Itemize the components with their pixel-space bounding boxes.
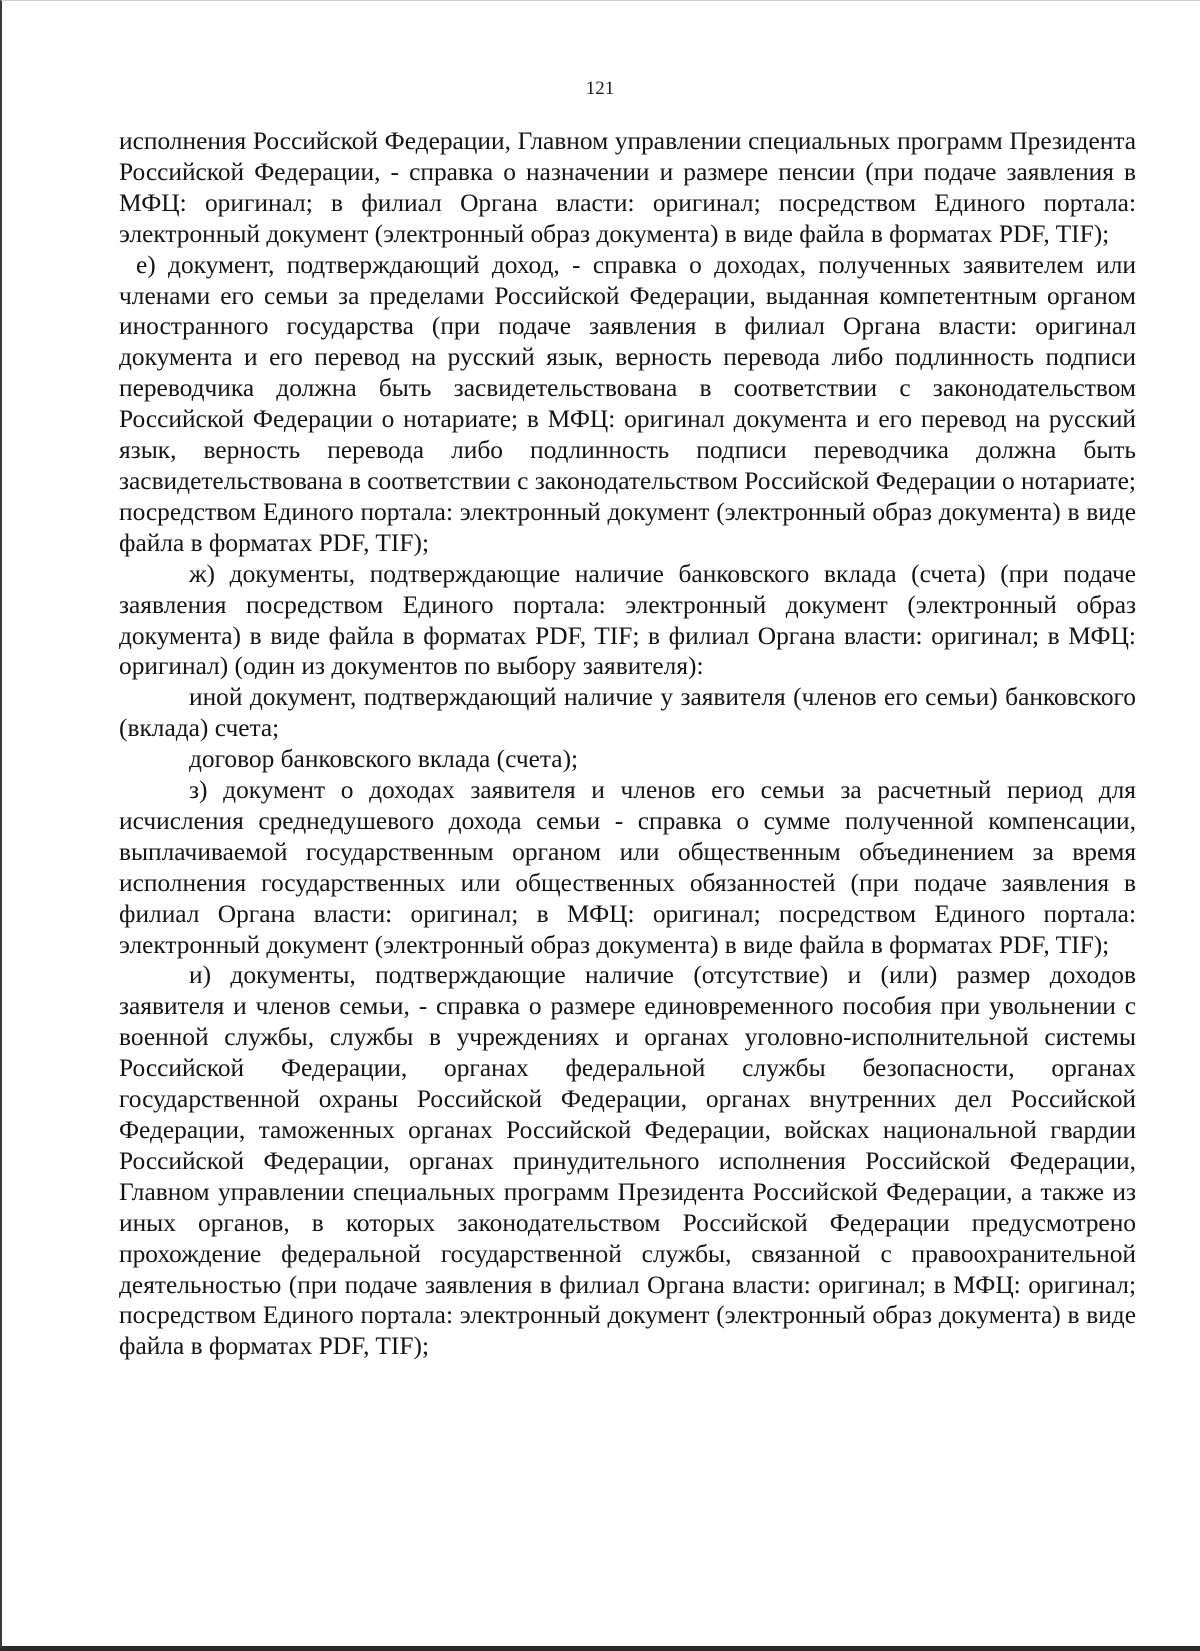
paragraph-item-zh: ж) документы, подтверждающие наличие банковского вклада (счета) (при подаче заявления посредством Единого портала: электронный документ (электронный образ документа) в виде файла в форматах PDF, TIF; в филиал Органа власти: оригинал; в МФЦ: оригинал) (один из документов по выбору заявителя):: [119, 559, 1136, 681]
page-number: 121: [585, 78, 615, 99]
document-body: [119, 126, 1136, 1362]
paragraph-item-i: и) документы, подтверждающие наличие (отсутствие) и (или) размер доходов заявителя и членов семьи, - справка о размере единовременного пособия при увольнении с военной службы, службы в учреждениях и органах уголовно-исполнительной системы Российской Федерации, органах федеральной службы безопасности, органах государственной охраны Российской Федерации, органах внутренних дел Российской Федерации, таможенных органах Российской Федерации, войсках национальной гвардии Российской Федерации, органах принудительного исполнения Российской Федерации, Главном управлении специальных программ Президента Российской Федерации, а также из иных органов, в которых законодательством Российской Федерации предусмотрено прохождение федеральной государственной службы, связанной с правоохранительной деятельностью (при подаче заявления в филиал Органа власти: оригинал; в МФЦ: оригинал; посредством Единого портала: электронный документ (электронный образ документа) в виде файла в форматах PDF, TIF);: [119, 961, 1136, 1361]
paragraph-other-document: иной документ, подтверждающий наличие у заявителя (членов его семьи) банковского (вклада) счета;: [119, 683, 1136, 743]
paragraph-continuation: исполнения Российской Федерации, Главном управлении специальных программ Президента Российской Федерации, - справка о назначении и размере пенсии (при подаче заявления в МФЦ: оригинал; в филиал Органа власти: оригинал; посредством Единого портала: электронный документ (электронный образ документа) в виде файла в форматах PDF, TIF);: [119, 127, 1136, 248]
paragraph-bank-contract: договор банковского вклада (счета);: [189, 745, 579, 774]
paragraph-item-z: з) документ о доходах заявителя и членов его семьи за расчетный период для исчисления среднедушевого дохода семьи - справка о сумме полученной компенсации, выплачиваемой государственным органом или общественным объединением за время исполнения государственных или общественных обязанностей (при подаче заявления в филиал Органа власти: оригинал; в МФЦ: оригинал; посредством Единого портала: электронный документ (электронный образ документа) в виде файла в форматах PDF, TIF);: [119, 776, 1136, 959]
paragraph-item-e: е) документ, подтверждающий доход, - справка о доходах, полученных заявителем или членами его семьи за пределами Российской Федерации, выданная компетентным органом иностранного государства (при подаче заявления в филиал Органа власти: оригинал документа и его перевод на русский язык, верность перевода либо подлинность подписи переводчика должна быть засвидетельствована в соответствии с законодательством Российской Федерации о нотариате; в МФЦ: оригинал документа и его перевод на русский язык, верность перевода либо подлинность подписи переводчика должна быть засвидетельствована в соответствии с законодательством Российской Федерации о нотариате; посредством Единого портала: электронный документ (электронный образ документа) в виде файла в форматах PDF, TIF);: [119, 250, 1136, 557]
